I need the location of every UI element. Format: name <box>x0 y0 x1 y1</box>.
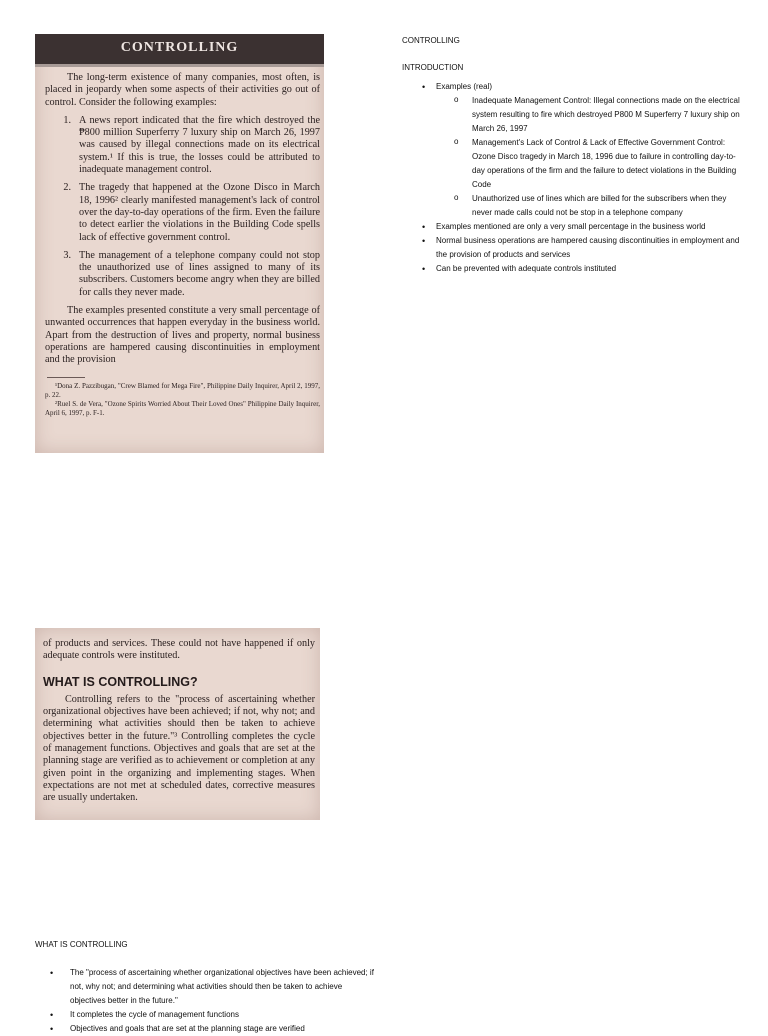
scan-section-heading: WHAT IS CONTROLLING? <box>43 674 198 689</box>
notes-bullet-list <box>35 966 375 1036</box>
notes-section-heading: WHAT IS CONTROLLING <box>35 940 128 949</box>
sub-list-item: o Inadequate Management Control: Illegal connections made on the electrical system resulting to fire which destroyed P800 M Superferry 7 luxury ship on March 26, 1997 <box>436 94 742 136</box>
bullet-text: Examples (real) <box>436 82 493 91</box>
scanned-page-controlling <box>35 34 324 453</box>
list-item: • Objectives and goals that are set at the planning stage are verified <box>35 1022 375 1036</box>
scan-example-item <box>45 250 320 299</box>
scan-body <box>43 638 315 805</box>
chapter-banner: CONTROLLING <box>35 34 324 67</box>
notes-introduction <box>402 34 742 276</box>
scan-item-number: 3. <box>63 249 71 261</box>
sub-list-item: o Unauthorized use of lines which are billed for the subscribers when they never made calls could not be stop in a telephone company <box>436 192 742 220</box>
scan-item-number: 2. <box>63 182 71 194</box>
list-item: • Normal business operations are hampered causing discontinuities in employment and the provision of products and services <box>402 234 742 262</box>
list-item: • It completes the cycle of management functions <box>35 1008 375 1022</box>
scan-item-number: 1. <box>63 114 71 126</box>
scan-example-item <box>45 115 320 176</box>
scan-continuation-paragraph: of products and services. These could not have happened if only adequate controls were instituted. <box>43 638 315 662</box>
list-item: • Examples mentioned are only a very small percentage in the business world <box>402 220 742 234</box>
list-item: • Can be prevented with adequate controls instituted <box>402 262 742 276</box>
notes-what-is-controlling <box>35 938 375 1036</box>
scan-example-item <box>45 182 320 243</box>
notes-sub-list <box>436 94 742 220</box>
scan-intro-paragraph: The long-term existence of many companies, most often, is placed in jeopardy when some aspects of their activities go out of control. Consider the following examples: <box>45 72 320 108</box>
scan-item-text: A news report indicated that the fire which destroyed the ₱800 million Superferry 7 luxury ship on March 26, 1997 was caused by illegal connections made on its electrical system.¹ If this is true, the losses could be attributed to inadequate management control. <box>79 114 320 176</box>
scanned-page-what-is-controlling <box>35 628 320 820</box>
footnote: ¹Dona Z. Pazzibugan, "Crew Blamed for Mega Fire", Philippine Daily Inquirer, April 2, 1997, p. 22. <box>45 381 320 399</box>
notes-section-heading: INTRODUCTION <box>402 63 464 72</box>
footnote-divider <box>47 377 85 378</box>
list-item <box>402 80 742 220</box>
scan-item-text: The tragedy that happened at the Ozone Disco in March 18, 1996² clearly manifested management's lack of control over the day-to-day operations of the firm. Even the failure to detect earlier the violations in the Building Code spells lack of effective government control. <box>79 182 321 243</box>
sub-list-item: o Management's Lack of Control & Lack of Effective Government Control: Ozone Disco tragedy in March 18, 1996 due to failure in controlling day-to-day operations of the firm and the failure to detect violations in the Building Code <box>436 136 742 192</box>
list-item: • The "process of ascertaining whether organizational objectives have been achieved; if not, why not; and determining what activities should then be taken to achieve objectives better in the future." <box>35 966 375 1008</box>
footnote: ²Ruel S. de Vera, "Ozone Spirits Worried About Their Loved Ones" Philippine Daily Inquirer, April 6, 1997, p. F-1. <box>45 399 320 417</box>
scan-definition-paragraph: Controlling refers to the "process of ascertaining whether organizational objectives have been achieved; if not, why not; and determining what activities should then be taken to achieve objectives better in the future."³ Controlling completes the cycle of management functions. Objectives and goals that are set at the planning stage are verified as to achievement or completion at any given point in the organizing and implementing stages. When expectations are not met at scheduled dates, corrective measures are usually undertaken. <box>43 693 315 804</box>
notes-bullet-list <box>402 80 742 276</box>
scan-closing-paragraph: The examples presented constitute a very small percentage of unwanted occurrences that happen everyday in the business world. Apart from the destruction of lives and property, normal business operations are hampered causing discontinuities in employment and the provision <box>45 305 320 366</box>
notes-title: CONTROLLING <box>402 36 460 45</box>
scan-item-text: The management of a telephone company could not stop the unauthorized use of lines assigned to many of its subscribers. Customers become angry when they are billed for calls they never made. <box>79 249 320 298</box>
scan-body <box>45 72 320 418</box>
